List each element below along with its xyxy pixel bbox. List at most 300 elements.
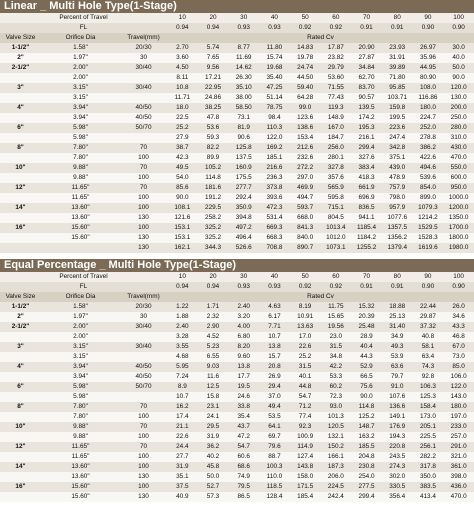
- cv-value-cell: 242.4: [327, 493, 344, 500]
- cv-value-cell: 1185.4: [356, 224, 377, 231]
- percent-value: 30: [240, 273, 248, 280]
- cv-value-cell: 25.2: [176, 124, 189, 131]
- table-row: [0, 173, 474, 183]
- cv-value-cell: 398.0: [450, 473, 467, 480]
- cv-value-cell: 108.0: [419, 84, 436, 91]
- cv-value-cell: 90.57: [358, 94, 375, 101]
- table-row: [0, 183, 474, 193]
- cv-value-cell: 85.0: [452, 363, 465, 370]
- orifice-dia-cell: 9.88": [73, 423, 88, 430]
- cv-value-cell: 494.7: [297, 194, 314, 201]
- cv-value-cell: 4.50: [176, 64, 189, 71]
- cv-value-cell: 257.0: [450, 433, 467, 440]
- table-row: [0, 372, 474, 382]
- cv-value-cell: 122.0: [266, 134, 283, 141]
- section-title: Equal Percentage _ Multi Hole Type(1-Stage): [0, 259, 474, 272]
- cv-value-cell: 42.2: [329, 363, 343, 370]
- valve-size-cell: 1-1/2": [11, 303, 30, 310]
- cv-value-cell: 1619.6: [418, 244, 438, 251]
- cv-value-cell: 5.95: [176, 363, 189, 370]
- cv-value-cell: 63.6: [391, 363, 404, 370]
- cv-value-cell: 185.5: [358, 443, 375, 450]
- valve-size-header: Valve Size: [5, 293, 36, 300]
- cv-value-cell: 539.6: [419, 174, 436, 181]
- valve-size-cell: 2": [17, 313, 24, 320]
- travel-cell: 130: [138, 214, 149, 221]
- cv-value-cell: 1379.4: [387, 244, 407, 251]
- travel-cell: 20/30: [135, 303, 152, 310]
- table-row: [0, 43, 474, 53]
- cv-value-cell: 158.4: [419, 403, 436, 410]
- cv-value-cell: 278.8: [419, 134, 436, 141]
- cv-value-cell: 90.0: [360, 393, 373, 400]
- cv-value-cell: 118.5: [266, 483, 283, 490]
- travel-cell: 70: [139, 164, 148, 171]
- cv-value-cell: 28.9: [360, 333, 373, 340]
- cv-value-cell: 57.3: [206, 493, 220, 500]
- orifice-dia-cell: 3.15": [73, 84, 88, 91]
- cv-value-cell: 26.9: [268, 373, 281, 380]
- orifice-dia-cell: 13.60": [71, 204, 90, 211]
- cv-value-cell: 841.3: [297, 224, 314, 231]
- cv-value-cell: 342.8: [389, 144, 406, 151]
- travel-cell: 50/70: [135, 124, 152, 131]
- cv-value-cell: 19.5: [237, 383, 250, 390]
- table-row: [0, 482, 474, 492]
- cv-value-cell: 565.9: [327, 184, 344, 191]
- cv-value-cell: 53.9: [391, 353, 404, 360]
- orifice-dia-cell: 5.98": [73, 124, 88, 131]
- cv-value-cell: 90.0: [452, 74, 465, 81]
- cv-value-cell: 24.6: [237, 393, 250, 400]
- travel-cell: 100: [138, 433, 149, 440]
- table-row: [0, 392, 474, 402]
- travel-cell: 130: [138, 234, 149, 241]
- cv-value-cell: 35.10: [235, 84, 252, 91]
- cv-value-cell: 143.0: [450, 393, 467, 400]
- cv-value-cell: 1980.0: [448, 244, 469, 251]
- cv-value-cell: 526.6: [235, 244, 252, 251]
- cv-value-cell: 757.9: [389, 184, 406, 191]
- valve-size-cell: [0, 243, 41, 253]
- valve-size-cell: 6": [17, 383, 24, 390]
- cv-value-cell: 62.70: [358, 74, 375, 81]
- cv-value-cell: 1357.5: [387, 224, 407, 231]
- cv-value-cell: 8.11: [176, 74, 189, 81]
- cv-value-cell: 19.56: [327, 323, 344, 330]
- travel-cell: 40/50: [135, 114, 152, 121]
- cv-value-cell: 24.74: [297, 64, 314, 71]
- travel-cell: 30: [139, 313, 148, 320]
- cv-value-cell: 25.13: [389, 313, 406, 320]
- cv-value-cell: 31.5: [298, 363, 312, 370]
- cv-value-cell: 216.1: [358, 134, 375, 141]
- cv-value-cell: 6.17: [268, 313, 281, 320]
- cv-value-cell: 1184.2: [356, 234, 377, 241]
- cv-value-cell: 40.1: [298, 373, 312, 380]
- travel-cell: 30/40: [135, 343, 152, 350]
- cv-value-cell: 90.6: [237, 134, 250, 141]
- cv-value-cell: 44.8: [298, 383, 312, 390]
- percent-value: 100: [453, 14, 464, 21]
- cv-value-cell: 88.7: [268, 453, 281, 460]
- table-row: [0, 203, 474, 213]
- travel-cell: [120, 392, 167, 402]
- cv-value-cell: 1013.4: [326, 224, 346, 231]
- table-row: [0, 143, 474, 153]
- cv-value-cell: 10.7: [268, 333, 281, 340]
- cv-value-cell: 14.62: [235, 64, 252, 71]
- percent-value: 10: [178, 273, 186, 280]
- cv-value-cell: 223.6: [389, 124, 406, 131]
- cv-value-cell: 383.4: [358, 164, 375, 171]
- cv-value-cell: 58.1: [421, 343, 435, 350]
- cv-value-cell: 1.22: [176, 303, 189, 310]
- cv-value-cell: 194.3: [389, 433, 406, 440]
- table-row: [0, 492, 474, 502]
- cv-value-cell: 274.3: [389, 463, 406, 470]
- cv-value-cell: 43.7: [237, 423, 250, 430]
- valve-size-cell: 6": [17, 124, 24, 131]
- cv-value-cell: 153.1: [174, 224, 191, 231]
- cv-value-cell: 13.63: [297, 323, 314, 330]
- valve-size-cell: [0, 113, 41, 123]
- cv-value-cell: 121.6: [174, 214, 191, 221]
- fl-value: 0.93: [237, 283, 250, 290]
- cv-value-cell: 20.90: [358, 44, 375, 51]
- travel-cell: 40/50: [135, 104, 152, 111]
- cv-value-cell: 232.6: [297, 154, 314, 161]
- travel-cell: [120, 133, 167, 143]
- cv-value-cell: 167.0: [327, 124, 344, 131]
- cv-value-cell: 1700.0: [448, 224, 469, 231]
- valve-size-cell: [0, 173, 41, 183]
- cv-value-cell: 2.40: [176, 323, 189, 330]
- cv-value-cell: 6.55: [206, 353, 220, 360]
- cv-value-cell: 3.55: [176, 343, 189, 350]
- orifice-dia-cell: 11.65": [71, 184, 90, 191]
- cv-value-cell: 60.6: [237, 453, 250, 460]
- travel-cell: 70: [139, 184, 148, 191]
- table-row: [0, 243, 474, 253]
- cv-value-cell: 13.8: [237, 363, 250, 370]
- fl-value: 0.91: [391, 24, 404, 31]
- cv-value-cell: 224.7: [419, 114, 436, 121]
- cv-value-cell: 496.4: [235, 234, 252, 241]
- cv-value-cell: 184.7: [327, 134, 344, 141]
- table-row: [0, 382, 474, 392]
- valve-size-cell: [0, 73, 41, 83]
- cv-value-cell: 204.8: [358, 453, 375, 460]
- valve-size-cell: [0, 452, 41, 462]
- cv-value-cell: 258.2: [205, 214, 222, 221]
- cv-value-cell: 11.75: [328, 303, 344, 310]
- cv-value-cell: 128.4: [266, 493, 283, 500]
- cv-value-cell: 44.95: [419, 64, 436, 71]
- cv-value-cell: 280.0: [450, 124, 467, 131]
- cv-value-cell: 39.89: [389, 64, 406, 71]
- table-row: [0, 233, 474, 243]
- cv-value-cell: 4.63: [268, 303, 281, 310]
- orifice-dia-cell: 1.58": [73, 44, 88, 51]
- cv-value-cell: 29.5: [206, 423, 220, 430]
- cv-value-cell: 15.8: [206, 393, 220, 400]
- valve-size-cell: [0, 213, 41, 223]
- cv-value-cell: 361.0: [450, 463, 467, 470]
- fl-value: 0.94: [176, 283, 189, 290]
- cv-value-cell: 24.1: [206, 413, 220, 420]
- cv-value-cell: 37.0: [268, 393, 281, 400]
- orifice-dia-cell: 1.97": [73, 313, 88, 320]
- cv-value-cell: 321.0: [450, 453, 467, 460]
- cv-value-cell: 31.91: [389, 54, 406, 61]
- fl-value: 0.94: [206, 283, 220, 290]
- cv-value-cell: 79.7: [391, 373, 404, 380]
- cv-value-cell: 138.6: [297, 124, 314, 131]
- cv-value-cell: 35.4: [237, 413, 250, 420]
- cv-value-cell: 79.5: [237, 483, 250, 490]
- cv-value-cell: 23.1: [206, 403, 220, 410]
- cv-value-cell: 200.0: [450, 104, 467, 111]
- cv-value-cell: 174.2: [358, 114, 375, 121]
- cv-value-cell: 277.7: [235, 184, 252, 191]
- cv-value-cell: 256.0: [327, 144, 344, 151]
- cv-value-cell: 40.2: [206, 453, 220, 460]
- cv-value-cell: 150.2: [327, 443, 344, 450]
- cv-value-cell: 64.28: [297, 94, 314, 101]
- table-row: [0, 193, 474, 203]
- cv-value-cell: 27.7: [176, 453, 189, 460]
- valve-size-cell: 4": [17, 363, 24, 370]
- cv-value-cell: 66.5: [360, 373, 373, 380]
- fl-value: 0.93: [268, 283, 281, 290]
- cv-value-cell: 148.7: [358, 423, 375, 430]
- cv-value-cell: 595.8: [327, 194, 344, 201]
- travel-cell: 70: [139, 423, 148, 430]
- percent-value: 70: [362, 273, 371, 280]
- fl-label: FL: [79, 283, 88, 290]
- cv-value-cell: 302.0: [389, 473, 406, 480]
- valve-size-cell: 14": [15, 204, 26, 211]
- cv-value-cell: 3.28: [176, 333, 189, 340]
- cv-value-cell: 74.9: [237, 473, 250, 480]
- table-row: [0, 432, 474, 442]
- cv-value-cell: 180.0: [450, 403, 467, 410]
- cv-value-cell: 153.4: [297, 134, 314, 141]
- cv-value-cell: 229.5: [205, 204, 222, 211]
- cv-value-cell: 941.1: [358, 214, 375, 221]
- cv-value-cell: 26.97: [419, 44, 436, 51]
- cv-value-cell: 64.1: [268, 423, 281, 430]
- cv-value-cell: 119.3: [328, 104, 344, 111]
- cv-value-cell: 470.0: [450, 493, 467, 500]
- cv-value-cell: 10.91: [297, 313, 314, 320]
- orifice-dia-cell: 11.65": [71, 453, 90, 460]
- cv-value-cell: 5.23: [206, 343, 220, 350]
- cv-value-cell: 197.0: [450, 413, 467, 420]
- cv-value-cell: 123.6: [297, 114, 314, 121]
- cv-value-cell: 1214.2: [418, 214, 438, 221]
- cv-value-cell: 330.5: [389, 483, 406, 490]
- valve-size-cell: [0, 412, 41, 422]
- valve-size-cell: 16": [15, 224, 26, 231]
- cv-value-cell: 125.8: [235, 144, 252, 151]
- section-title: Linear _ Multi Hole Type(1-Stage): [0, 0, 474, 13]
- cv-value-cell: 9.03: [206, 363, 220, 370]
- cv-value-cell: 233.0: [450, 423, 467, 430]
- cv-value-cell: 413.4: [419, 493, 436, 500]
- percent-value: 20: [209, 14, 217, 21]
- cv-value-cell: 19.78: [297, 54, 314, 61]
- cv-value-cell: 9.56: [206, 64, 220, 71]
- cv-value-cell: 24.86: [205, 94, 222, 101]
- cv-value-cell: 277.5: [358, 483, 375, 490]
- travel-cell: 100: [138, 463, 149, 470]
- valve-size-cell: 4": [17, 104, 24, 111]
- cv-value-cell: 1079.3: [418, 204, 438, 211]
- cv-value-cell: 383.5: [419, 483, 436, 490]
- cv-value-cell: 29.87: [419, 313, 436, 320]
- orifice-dia-cell: 9.88": [73, 433, 88, 440]
- cv-value-cell: 80.90: [419, 74, 436, 81]
- cv-value-cell: 63.4: [421, 353, 435, 360]
- cv-value-cell: 120.5: [327, 423, 344, 430]
- cv-value-cell: 191.2: [205, 194, 222, 201]
- cv-value-cell: 804.5: [327, 214, 344, 221]
- cv-value-cell: 1350.0: [448, 214, 469, 221]
- cv-value-cell: 89.9: [206, 154, 220, 161]
- cv-value-cell: 17.4: [176, 413, 189, 420]
- valve-size-cell: 3": [17, 343, 24, 350]
- valve-size-cell: 16": [15, 483, 26, 490]
- valve-size-cell: [0, 372, 41, 382]
- cv-value-cell: 163.2: [358, 433, 375, 440]
- cv-value-cell: 99.0: [298, 104, 312, 111]
- valve-size-cell: 2": [17, 54, 24, 61]
- cv-value-cell: 4.00: [237, 323, 250, 330]
- cv-value-cell: 344.3: [205, 244, 222, 251]
- cv-value-cell: 7.71: [268, 323, 281, 330]
- cv-value-cell: 83.70: [358, 84, 375, 91]
- cv-value-cell: 34.8: [329, 353, 343, 360]
- travel-cell: [120, 332, 167, 342]
- cv-value-cell: 139.5: [358, 104, 375, 111]
- cv-value-cell: 17.21: [205, 74, 222, 81]
- cv-value-cell: 15.65: [327, 313, 344, 320]
- fl-value: 0.92: [329, 283, 343, 290]
- cv-value-cell: 299.4: [358, 144, 375, 151]
- cv-value-cell: 75.6: [360, 383, 373, 390]
- orifice-dia-cell: 3.15": [73, 353, 88, 360]
- cv-value-cell: 106.3: [419, 383, 436, 390]
- cv-value-cell: 661.9: [358, 184, 375, 191]
- cv-value-cell: 212.6: [297, 144, 314, 151]
- cv-value-cell: 25.2: [298, 353, 312, 360]
- cv-value-cell: 29.79: [327, 64, 344, 71]
- cv-value-cell: 92.8: [421, 373, 435, 380]
- cv-value-cell: 205.1: [419, 423, 436, 430]
- orifice-dia-cell: 5.98": [73, 383, 88, 390]
- cv-value-cell: 2.70: [176, 44, 189, 51]
- orifice-dia-cell: 3.94": [73, 114, 88, 121]
- cv-value-cell: 35.96: [419, 54, 436, 61]
- cv-value-cell: 49.3: [391, 343, 404, 350]
- cv-value-cell: 91.0: [391, 383, 404, 390]
- cv-value-cell: 327.8: [327, 164, 344, 171]
- cv-value-cell: 100.9: [297, 433, 314, 440]
- percent-value: 60: [332, 14, 340, 21]
- cv-value-cell: 206.0: [327, 473, 344, 480]
- cv-value-cell: 50.0: [452, 64, 465, 71]
- cv-value-cell: 171.5: [297, 483, 314, 490]
- cv-value-cell: 69.7: [268, 433, 281, 440]
- cv-value-cell: 31.9: [176, 463, 189, 470]
- cv-value-cell: 325.2: [205, 224, 222, 231]
- cv-value-cell: 593.7: [297, 204, 314, 211]
- header-columns-row: [0, 33, 474, 43]
- cv-value-cell: 696.9: [358, 194, 375, 201]
- rated-cv-header: Rated Cv: [307, 293, 334, 300]
- cv-value-cell: 54.7: [237, 443, 250, 450]
- cv-value-cell: 185.1: [266, 154, 283, 161]
- percent-value: 40: [270, 273, 278, 280]
- cv-value-cell: 40.9: [176, 493, 189, 500]
- orifice-dia-cell: 15.60": [71, 234, 90, 241]
- percent-of-travel-label: Percent of Travel: [59, 14, 108, 21]
- header-fl-row: [0, 282, 474, 292]
- cv-value-cell: 158.0: [297, 473, 314, 480]
- cv-value-cell: 77.4: [298, 413, 312, 420]
- travel-cell: 20/30: [135, 44, 152, 51]
- cv-value-cell: 137.5: [235, 154, 252, 161]
- cv-value-cell: 162.1: [174, 244, 191, 251]
- cv-value-cell: 224.5: [327, 483, 344, 490]
- fl-value: 0.91: [360, 24, 373, 31]
- cv-value-cell: 16.2: [176, 403, 189, 410]
- cv-value-cell: 292.4: [235, 194, 252, 201]
- travel-cell: 50/70: [135, 383, 152, 390]
- valve-size-cell: 14": [15, 463, 26, 470]
- travel-cell: 70: [139, 403, 148, 410]
- cv-value-cell: 107.6: [389, 393, 406, 400]
- travel-cell: 100: [138, 453, 149, 460]
- cv-value-cell: 34.6: [452, 313, 465, 320]
- cv-value-cell: 101.3: [327, 413, 344, 420]
- cv-value-cell: 17.87: [327, 44, 344, 51]
- table-row: [0, 153, 474, 163]
- percent-value: 10: [178, 14, 186, 21]
- cv-value-cell: 4.52: [206, 333, 220, 340]
- orifice-dia-cell: 2.00": [73, 74, 88, 81]
- cv-value-cell: 26.0: [452, 303, 465, 310]
- travel-cell: 30/40: [135, 84, 152, 91]
- cv-value-cell: 3.20: [237, 313, 250, 320]
- cv-value-cell: 98.4: [268, 114, 281, 121]
- cv-value-cell: 550.0: [450, 164, 467, 171]
- cv-value-cell: 71.80: [389, 74, 406, 81]
- cv-value-cell: 73.0: [452, 353, 465, 360]
- table-row: [0, 472, 474, 482]
- valve-size-cell: [0, 133, 41, 143]
- travel-cell: 40/50: [135, 373, 152, 380]
- percent-value: 20: [209, 273, 217, 280]
- percent-value: 50: [301, 273, 309, 280]
- cv-value-cell: 122.0: [450, 383, 467, 390]
- cv-value-cell: 108.1: [174, 204, 191, 211]
- cv-value-cell: 708.8: [266, 244, 283, 251]
- cv-value-cell: 10.8: [176, 84, 189, 91]
- travel-header: Travel(mm): [127, 293, 160, 300]
